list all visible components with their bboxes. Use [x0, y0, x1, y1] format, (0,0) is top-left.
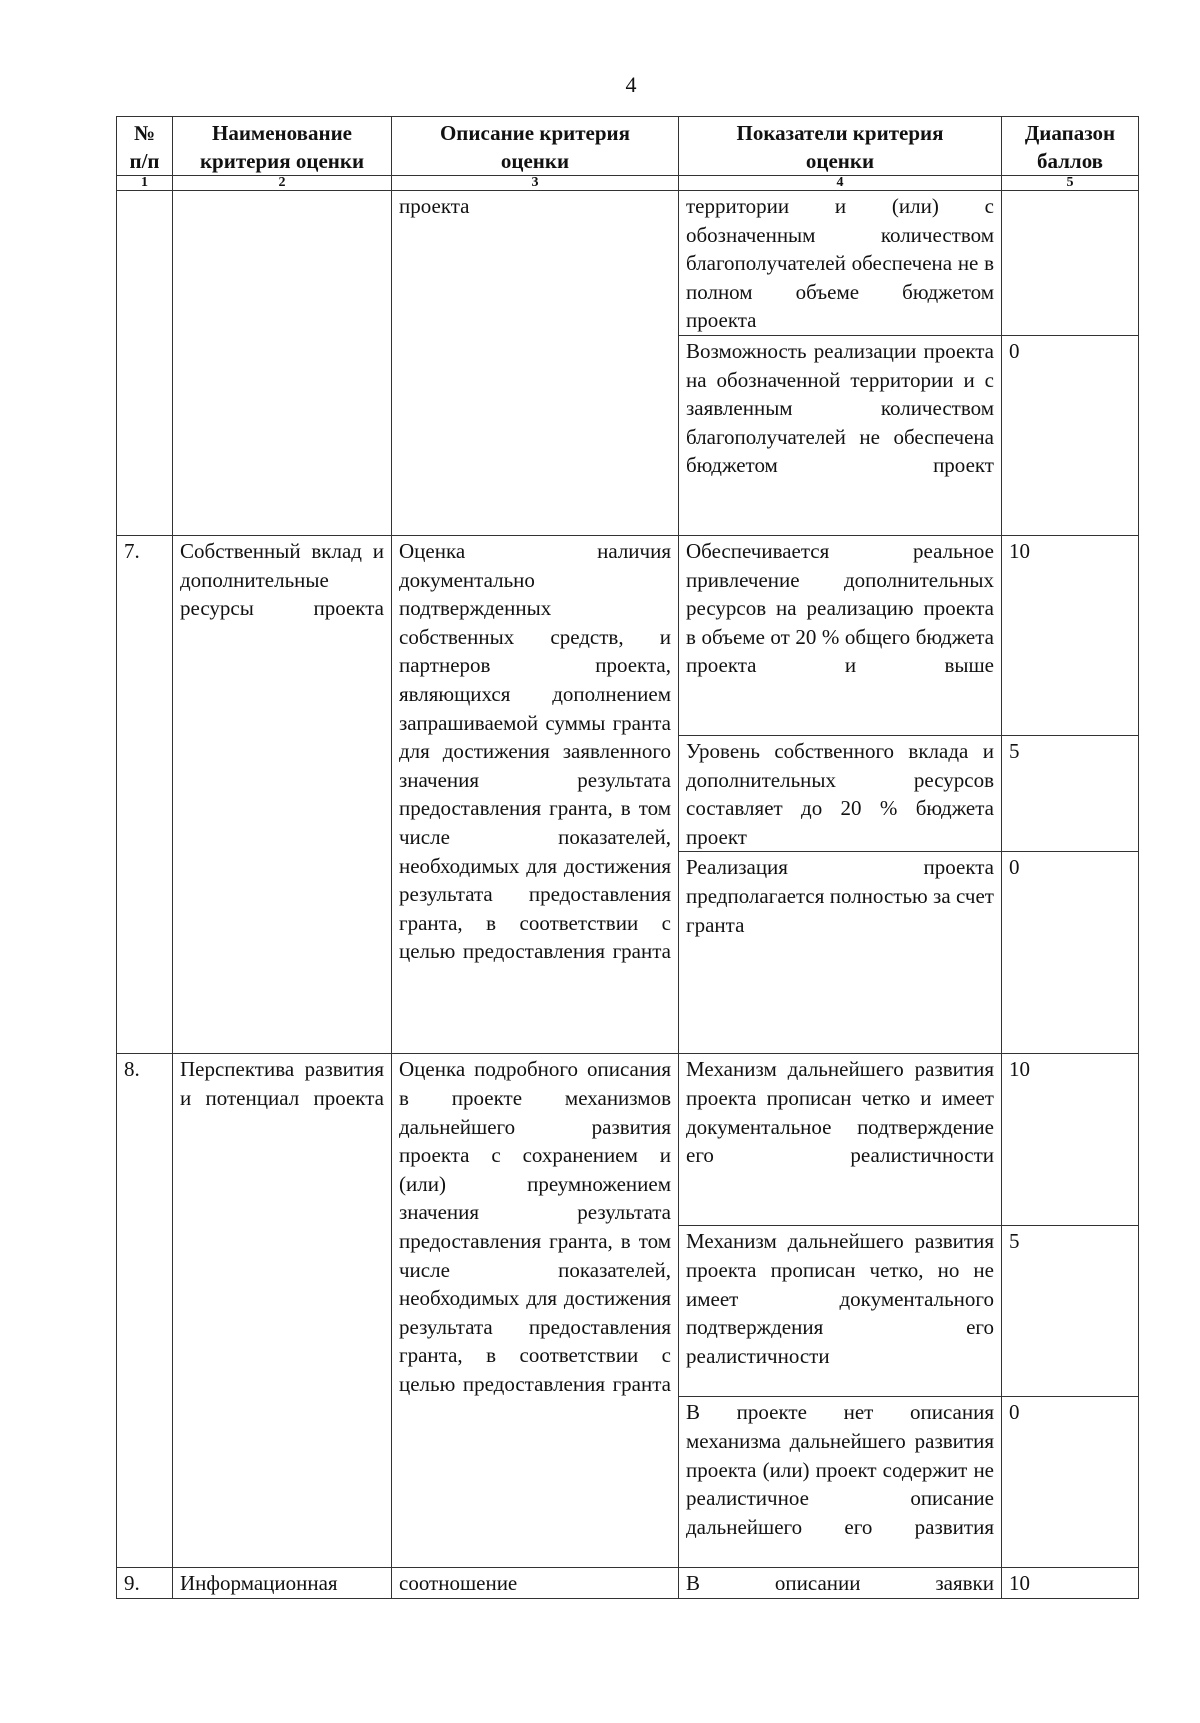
indicator-cell: территории и (или) с обозначенным количеством благополучателей обеспечена не в полном объеме бюджетом проекта — [679, 191, 1002, 336]
column-number: 4 — [679, 176, 1002, 191]
score-cell: 10 — [1002, 535, 1139, 735]
column-number: 3 — [392, 176, 679, 191]
indicator-cell: Обеспечивается реальное привлечение дополнительных ресурсов на реализацию проекта в объеме от 20 % общего бюджета проекта и выше — [679, 535, 1002, 735]
criterion-description-cell: соотношение — [392, 1568, 679, 1599]
criterion-description-cell: Оценка наличия документально подтвержденных собственных средств, и партнеров проекта, являющихся дополнением запрашиваемой суммы гранта для достижения заявленного значения результата предоставления гранта, в том числе показателей, необходимых для достижения результата предоставления гранта, в соответствии с целью предоставления гранта — [392, 535, 679, 1053]
score-cell: 10 — [1002, 1054, 1139, 1226]
criterion-name-cell: Перспектива развития и потенциал проекта — [173, 1054, 392, 1568]
column-number-row — [117, 176, 1139, 191]
table-row — [117, 1568, 1139, 1599]
header-score-range: Диапазон баллов — [1002, 117, 1139, 176]
criterion-name-cell: Информационная — [173, 1568, 392, 1599]
score-cell: 5 — [1002, 1226, 1139, 1397]
score-cell: 0 — [1002, 1397, 1139, 1568]
criterion-description-cell: проекта — [392, 191, 679, 536]
criterion-name-cell: Собственный вклад и дополнительные ресурсы проекта — [173, 535, 392, 1053]
indicator-cell: Механизм дальнейшего развития проекта прописан четко, но не имеет документального подтверждения его реалистичности — [679, 1226, 1002, 1397]
table-row — [117, 1054, 1139, 1226]
indicator-cell: Механизм дальнейшего развития проекта прописан четко и имеет документальное подтверждение его реалистичности — [679, 1054, 1002, 1226]
header-criterion-name: Наименование критерия оценки — [173, 117, 392, 176]
criterion-name-cell — [173, 191, 392, 536]
column-number: 1 — [117, 176, 173, 191]
header-criterion-description: Описание критерия оценки — [392, 117, 679, 176]
score-cell: 0 — [1002, 852, 1139, 1054]
criterion-number-cell: 8. — [117, 1054, 173, 1568]
page-number: 4 — [625, 72, 637, 97]
column-number: 2 — [173, 176, 392, 191]
score-cell: 5 — [1002, 735, 1139, 851]
score-cell — [1002, 191, 1139, 336]
criterion-number-cell: 9. — [117, 1568, 173, 1599]
criterion-description-cell: Оценка подробного описания в проекте механизмов дальнейшего развития проекта с сохранением и (или) преумножением значения результата предоставления гранта, в том числе показателей, необходимых для достижения результата предоставления гранта, в соответствии с целью предоставления гранта — [392, 1054, 679, 1568]
score-cell: 10 — [1002, 1568, 1139, 1599]
criterion-number-cell: 7. — [117, 535, 173, 1053]
table-header-row — [117, 117, 1139, 176]
indicator-cell: Возможность реализации проекта на обозначенной территории и с заявленным количеством благополучателей не обеспечена бюджетом проект — [679, 335, 1002, 535]
score-cell: 0 — [1002, 335, 1139, 535]
header-criterion-indicators: Показатели критерия оценки — [679, 117, 1002, 176]
table-row — [117, 191, 1139, 336]
indicator-cell: Реализация проекта предполагается полностью за счет гранта — [679, 852, 1002, 1054]
table-row — [117, 535, 1139, 735]
indicator-cell: Уровень собственного вклада и дополнительных ресурсов составляет до 20 % бюджета проект — [679, 735, 1002, 851]
criteria-table — [116, 116, 1139, 1599]
column-number: 5 — [1002, 176, 1139, 191]
indicator-cell: В описании заявки — [679, 1568, 1002, 1599]
header-number: № п/п — [117, 117, 173, 176]
indicator-cell: В проекте нет описания механизма дальнейшего развития проекта (или) проект содержит не реалистичное описание дальнейшего его развития — [679, 1397, 1002, 1568]
criterion-number-cell — [117, 191, 173, 536]
